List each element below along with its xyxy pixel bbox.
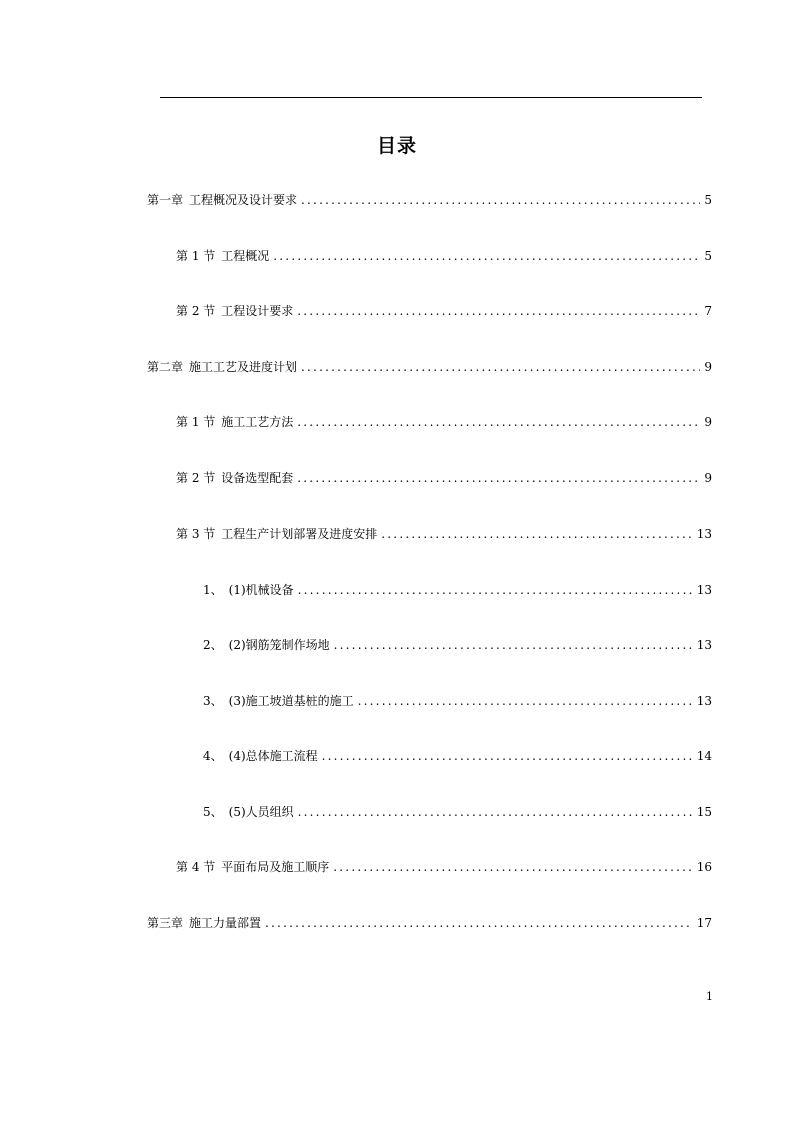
toc-entry-text: (2)钢筋笼制作场地 <box>228 638 330 652</box>
toc-dot-leader <box>265 913 693 933</box>
toc-dot-leader <box>301 357 700 377</box>
toc-entry-number: 第 1 节 <box>176 415 216 429</box>
toc-dot-leader <box>334 635 693 655</box>
toc-entry-chapter-2[interactable] <box>147 357 712 377</box>
toc-entry-number: 第三章 <box>147 916 184 930</box>
toc-dot-leader <box>358 691 693 711</box>
toc-entry-text: (3)施工坡道基桩的施工 <box>228 694 354 708</box>
toc-entry-page: 14 <box>696 749 712 763</box>
toc-entry-section-2-4[interactable] <box>176 857 712 877</box>
toc-dot-leader <box>298 802 693 822</box>
toc-entry-page: 16 <box>696 860 712 874</box>
toc-dot-leader <box>301 190 700 210</box>
toc-entry-number: 1、 <box>203 583 223 597</box>
toc-entry-number: 5、 <box>203 805 223 819</box>
toc-entry-page: 13 <box>696 638 712 652</box>
toc-entry-page: 13 <box>696 694 712 708</box>
toc-dot-leader <box>297 468 700 488</box>
toc-entry-item-3[interactable] <box>203 691 712 711</box>
toc-entry-page: 9 <box>704 415 712 429</box>
toc-dot-leader <box>381 524 692 544</box>
toc-entry-section-1-1[interactable] <box>176 246 712 266</box>
toc-entry-text: 工程概况 <box>221 249 270 263</box>
toc-entry-page: 13 <box>696 527 712 541</box>
toc-entry-page: 5 <box>704 193 712 207</box>
toc-entry-item-1[interactable] <box>203 580 712 600</box>
toc-entry-page: 9 <box>704 471 712 485</box>
toc-dot-leader <box>273 246 700 266</box>
toc-entry-number: 第 3 节 <box>176 527 216 541</box>
toc-entry-page: 9 <box>704 360 712 374</box>
toc-entry-text: 施工工艺方法 <box>221 415 294 429</box>
toc-entry-text: 工程概况及设计要求 <box>189 193 298 207</box>
toc-entry-number: 3、 <box>203 694 223 708</box>
toc-dot-leader <box>297 301 700 321</box>
toc-entry-section-2-3[interactable] <box>176 524 712 544</box>
toc-entry-page: 7 <box>704 304 712 318</box>
toc-entry-text: (4)总体施工流程 <box>228 749 318 763</box>
toc-dot-leader <box>322 746 693 766</box>
toc-entry-section-2-2[interactable] <box>176 468 712 488</box>
toc-dot-leader <box>333 857 692 877</box>
toc-entry-number: 第 2 节 <box>176 304 216 318</box>
toc-entry-text: 施工力量部置 <box>189 916 262 930</box>
toc-entry-item-2[interactable] <box>203 635 712 655</box>
toc-dot-leader <box>297 412 700 432</box>
toc-entry-number: 第一章 <box>147 193 184 207</box>
toc-entry-page: 15 <box>696 805 712 819</box>
toc-entry-page: 13 <box>696 583 712 597</box>
toc-entry-text: 平面布局及施工顺序 <box>221 860 330 874</box>
toc-dot-leader <box>298 580 693 600</box>
toc-entry-chapter-1[interactable] <box>147 190 712 210</box>
toc-entry-text: (1)机械设备 <box>228 583 294 597</box>
toc-entry-text: 施工工艺及进度计划 <box>189 360 298 374</box>
toc-entry-number: 第 4 节 <box>176 860 216 874</box>
toc-entry-text: 工程设计要求 <box>221 304 294 318</box>
toc-entry-number: 第二章 <box>147 360 184 374</box>
toc-entry-number: 第 2 节 <box>176 471 216 485</box>
toc-entry-page: 17 <box>696 916 712 930</box>
toc-entry-text: (5)人员组织 <box>228 805 294 819</box>
toc-entry-section-1-2[interactable] <box>176 301 712 321</box>
toc-entry-item-5[interactable] <box>203 802 712 822</box>
toc-entry-page: 5 <box>704 249 712 263</box>
toc-entry-text: 设备选型配套 <box>221 471 294 485</box>
toc-entry-section-2-1[interactable] <box>176 412 712 432</box>
toc-entry-chapter-3[interactable] <box>147 913 712 933</box>
page-number: 1 <box>706 990 713 1003</box>
toc-entry-number: 4、 <box>203 749 223 763</box>
toc-entry-text: 工程生产计划部署及进度安排 <box>221 527 378 541</box>
page-title: 目录 <box>376 135 417 157</box>
toc-entry-item-4[interactable] <box>203 746 712 766</box>
toc-entry-number: 第 1 节 <box>176 249 216 263</box>
toc-entry-number: 2、 <box>203 638 223 652</box>
